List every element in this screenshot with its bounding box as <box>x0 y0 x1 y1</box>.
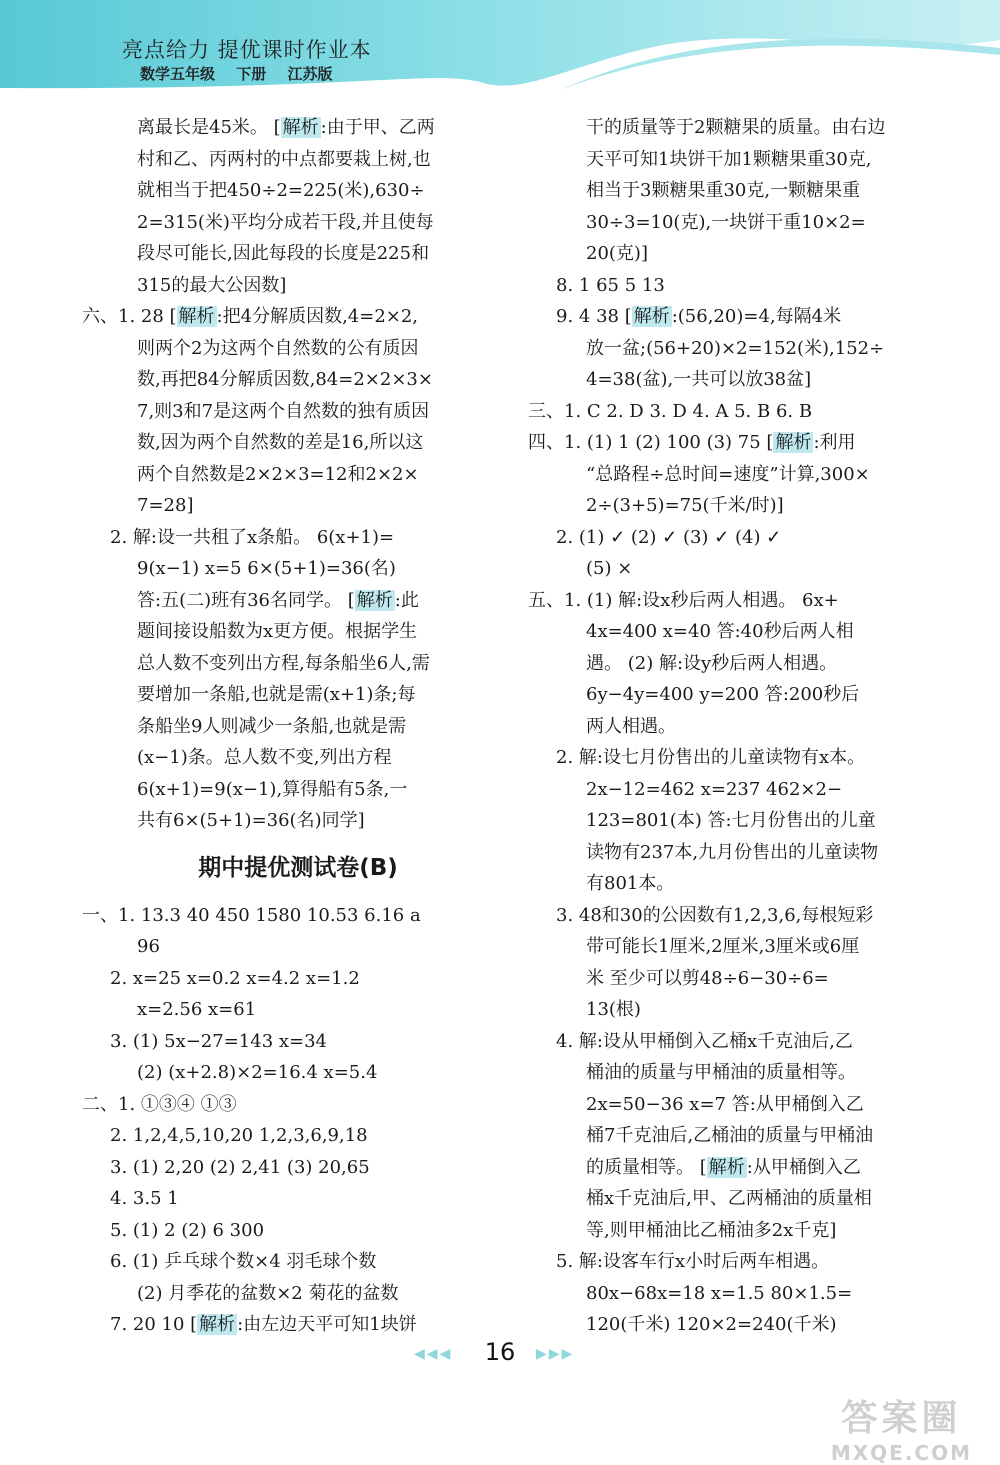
subject-label: 数学五年级 <box>140 65 216 83</box>
left-answers <box>82 112 484 837</box>
answer-line: 三、1. C 2. D 3. D 4. A 5. B 6. B <box>528 400 813 422</box>
answer-line: 5. 解:设客车行x小时后两车相遇。 <box>556 1251 830 1272</box>
watermark <box>831 1390 972 1465</box>
left-arrows-icon: ◀◀◀ <box>414 1346 453 1362</box>
answer-line: 放一盆;(56+20)×2=152(米),152÷ <box>586 337 885 359</box>
answer-line: (2) (x+2.8)×2=16.4 x=5.4 <box>137 1062 378 1083</box>
answer-line: 相当于3颗糖果重30克,一颗糖果重 <box>586 180 861 201</box>
analysis-tag: 解析 <box>282 117 319 138</box>
watermark-url: MXQE.COM <box>830 1441 972 1465</box>
answer-line: 2x−12=462 x=237 462×2− <box>586 778 843 800</box>
book-title: 亮点给力 提优课时作业本 <box>122 38 372 62</box>
answer-line: 315的最大公因数] <box>137 274 287 296</box>
answer-line: 2x=50−36 x=7 答:从甲桶倒入乙 <box>586 1093 864 1115</box>
answer-line: 120(千米) 120×2=240(千米) <box>586 1314 837 1335</box>
answer-line: 2÷(3+5)=75(千米/时)] <box>586 495 784 516</box>
answer-line: 天平可知1块饼干加1颗糖果重30克, <box>586 148 872 170</box>
edition-label: 江苏版 <box>287 65 333 83</box>
analysis-tag: 解析 <box>775 432 812 453</box>
answer-line: 桶油的质量与甲桶油的质量相等。 <box>586 1062 856 1083</box>
answer-line: 的质量相等。 [ 解析 :从甲桶倒入乙 <box>586 1156 861 1178</box>
midterm-answers <box>82 900 484 1341</box>
left-column <box>82 112 484 1341</box>
answer-line: 123=801(本) 答:七月份售出的儿童 <box>586 810 876 831</box>
answer-line: 两个自然数是2×2×3=12和2×2× <box>137 463 419 485</box>
right-column <box>528 112 940 1341</box>
answer-line: 6. (1) 乒乓球个数×4 羽毛球个数 <box>110 1251 377 1272</box>
answer-line: 4=38(盆),一共可以放38盆] <box>586 369 812 390</box>
answer-line: 干的质量等于2颗糖果的质量。由右边 <box>586 117 886 138</box>
answer-line: 米 至少可以剪48÷6−30÷6= <box>586 967 829 989</box>
answer-line: 答:五(二)班有36名同学。 [ 解析 :此 <box>137 589 419 611</box>
answer-line: 4. 解:设从甲桶倒入乙桶x千克油后,乙 <box>556 1030 853 1052</box>
answer-line: 5. (1) 2 (2) 6 300 <box>110 1219 265 1241</box>
answer-line: (x−1)条。总人数不变,列出方程 <box>137 747 392 768</box>
answer-line: 2. 解:设一共租了x条船。 6(x+1)= <box>110 526 395 548</box>
answer-line: 2. (1) ✓ (2) ✓ (3) ✓ (4) ✓ <box>556 526 782 548</box>
answer-line: 有801本。 <box>586 873 675 894</box>
book-subtitle <box>140 63 349 84</box>
answer-line: 村和乙、丙两村的中点都要栽上树,也 <box>137 148 431 170</box>
answer-line: 段尽可能长,因此每段的长度是225和 <box>137 243 430 264</box>
answer-line: 9. 4 38 [ 解析 :(56,20)=4,每隔4米 <box>556 306 842 327</box>
answer-line: 遇。 (2) 解:设y秒后两人相遇。 <box>586 652 838 674</box>
answer-line: 总人数不变列出方程,每条船坐6人,需 <box>137 652 430 674</box>
page-number: 16 <box>484 1338 516 1366</box>
answer-line: 9(x−1) x=5 6×(5+1)=36(名) <box>137 558 396 579</box>
answer-line: 共有6×(5+1)=36(名)同学] <box>137 810 365 831</box>
section-title: 期中提优测试卷(B) <box>198 854 398 881</box>
answer-line: 7. 20 10 [ 解析 :由左边天平可知1块饼 <box>110 1314 417 1335</box>
analysis-tag: 解析 <box>356 589 393 611</box>
answer-line: 7=28] <box>137 495 194 516</box>
answer-line: 96 <box>137 936 160 957</box>
answer-line: 四、1. (1) 1 (2) 100 (3) 75 [ 解析 :利用 <box>528 432 856 453</box>
answer-line: 一、1. 13.3 40 450 1580 10.53 6.16 a <box>82 904 421 926</box>
answer-line: 2=315(米)平均分成若干段,并且使每 <box>137 211 434 233</box>
answer-line: 3. (1) 5x−27=143 x=34 <box>110 1030 328 1052</box>
answer-line: 20(克)] <box>586 243 648 264</box>
answer-line: 要增加一条船,也就是需(x+1)条;每 <box>137 684 416 705</box>
answer-line: 两人相遇。 <box>586 715 676 737</box>
answer-line: 则两个2为这两个自然数的公有质因 <box>137 337 419 359</box>
answer-line: 就相当于把450÷2=225(米),630÷ <box>137 180 425 201</box>
answer-line: 读物有237本,九月份售出的儿童读物 <box>586 841 879 863</box>
answer-line: 桶7千克油后,乙桶油的质量与甲桶油 <box>586 1125 874 1146</box>
analysis-tag: 解析 <box>708 1156 745 1178</box>
analysis-tag: 解析 <box>633 306 670 327</box>
answer-line: 数,再把84分解质因数,84=2×2×3× <box>137 369 433 390</box>
answer-line: 2. 1,2,4,5,10,20 1,2,3,6,9,18 <box>110 1125 368 1146</box>
analysis-tag: 解析 <box>178 306 215 327</box>
answer-line: 2. x=25 x=0.2 x=4.2 x=1.2 <box>110 967 360 989</box>
answer-line: 数,因为两个自然数的差是16,所以这 <box>137 432 424 453</box>
watermark-logo: 答案圈 <box>841 1398 962 1439</box>
answer-line: 2. 解:设七月份售出的儿童读物有x本。 <box>556 747 866 768</box>
answer-line: 条船坐9人则减少一条船,也就是需 <box>137 715 407 737</box>
answer-line: 带可能长1厘米,2厘米,3厘米或6厘 <box>586 936 860 957</box>
answer-line: 等,则甲桶油比乙桶油多2x千克] <box>586 1219 837 1241</box>
answer-line: (5) × <box>586 558 633 579</box>
answer-line: 7,则3和7是这两个自然数的独有质因 <box>137 400 430 422</box>
answer-line: 二、1. ①③④ ①③ <box>82 1093 237 1115</box>
answer-line: 6y−4y=400 y=200 答:200秒后 <box>586 684 860 705</box>
answer-line: x=2.56 x=61 <box>137 999 257 1020</box>
answer-line: 4. 3.5 1 <box>110 1188 179 1209</box>
answer-line: 6(x+1)=9(x−1),算得船有5条,一 <box>137 778 408 800</box>
answer-line: 3. (1) 2,20 (2) 2,41 (3) 20,65 <box>110 1156 370 1178</box>
answer-line: 8. 1 65 5 13 <box>556 274 665 296</box>
right-answers <box>528 112 940 1341</box>
answer-line: “总路程÷总时间=速度”计算,300× <box>586 463 870 485</box>
answer-line: 13(根) <box>586 999 641 1020</box>
answer-line: 30÷3=10(克),一块饼干重10×2= <box>586 211 866 233</box>
answer-line: (2) 月季花的盆数×2 菊花的盆数 <box>137 1282 399 1304</box>
answer-line: 3. 48和30的公因数有1,2,3,6,每根短彩 <box>556 904 874 926</box>
answer-line: 五、1. (1) 解:设x秒后两人相遇。 6x+ <box>528 589 839 611</box>
answer-line: 4x=400 x=40 答:40秒后两人相 <box>586 621 854 642</box>
answer-line: 题间接设船数为x更方便。根据学生 <box>137 621 418 642</box>
answer-line: 六、1. 28 [ 解析 :把4分解质因数,4=2×2, <box>82 306 419 327</box>
right-arrows-icon: ▶▶▶ <box>536 1346 575 1362</box>
analysis-tag: 解析 <box>199 1314 236 1335</box>
answer-line: 80x−68x=18 x=1.5 80×1.5= <box>586 1282 853 1304</box>
answer-line: 离最长是45米。 [ 解析 :由于甲、乙两 <box>137 117 435 138</box>
answer-line: 桶x千克油后,甲、乙两桶油的质量相 <box>586 1188 872 1209</box>
volume-label: 下册 <box>236 65 267 83</box>
